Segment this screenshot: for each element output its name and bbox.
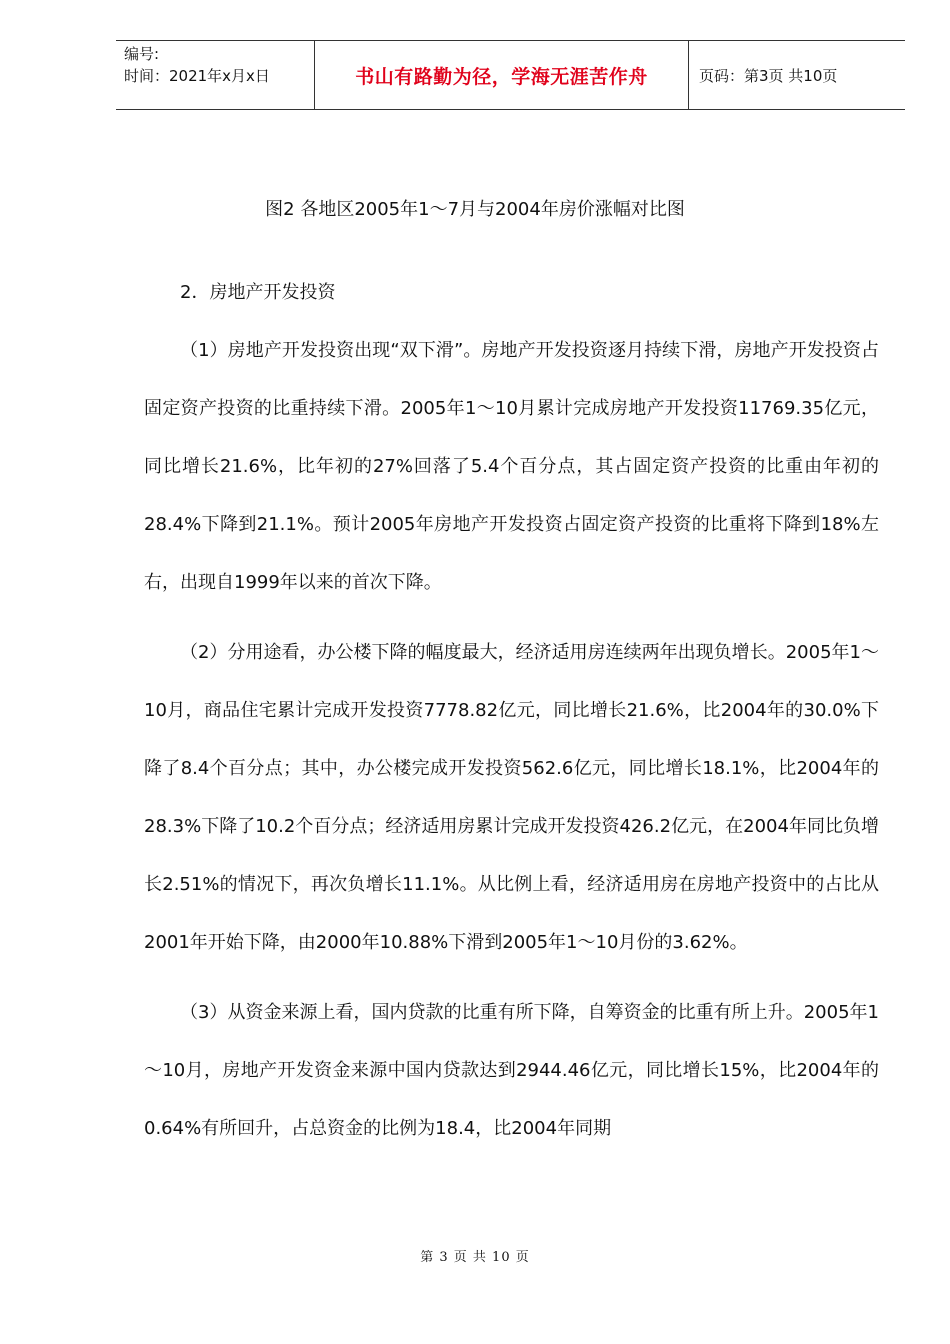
paragraph-3: （3）从资金来源上看，国内贷款的比重有所下降，自筹资金的比重有所上升。2005年1～10月，房地产开发资金来源中国内贷款达到2944.46亿元，同比增长15%，比2004年的0.64%有所回升，占总资金的比例为18.4，比2004年同期: [144, 1002, 879, 1139]
page-footer: 第 3 页 共 10 页: [420, 1250, 530, 1265]
figure-caption: 图2 各地区2005年1～7月与2004年房价涨幅对比图: [265, 199, 685, 220]
page-header: [116, 40, 905, 110]
header-meta: [116, 41, 315, 109]
header-motto: 书山有路勤为径，学海无涯苦作舟: [315, 41, 689, 109]
document-time-label: 时间：2021年x月x日: [124, 67, 270, 85]
paragraph-1: （1）房地产开发投资出现“双下滑”。房地产开发投资逐月持续下滑，房地产开发投资占固定资产投资的比重持续下滑。2005年1～10月累计完成房地产开发投资11769.35亿元，同比增长21.6%，比年初的27%回落了5.4个百分点，其占固定资产投资的比重由年初的28.4%下降到21.1%。预计2005年房地产开发投资占固定资产投资的比重将下降到18%左右，出现自1999年以来的首次下降。: [144, 340, 879, 593]
paragraph-2: （2）分用途看，办公楼下降的幅度最大，经济适用房连续两年出现负增长。2005年1～10月，商品住宅累计完成开发投资7778.82亿元，同比增长21.6%，比2004年的30.0%下降了8.4个百分点；其中，办公楼完成开发投资562.6亿元，同比增长18.1%，比2004年的28.3%下降了10.2个百分点；经济适用房累计完成开发投资426.2亿元，在2004年同比负增长2.51%的情况下，再次负增长11.1%。从比例上看，经济适用房在房地产投资中的占比从2001年开始下降，由2000年10.88%下滑到2005年1～10月份的3.62%。: [144, 642, 879, 953]
document-number-label: 编号:: [124, 45, 160, 63]
header-page-indicator: 页码：第3页 共10页: [699, 66, 838, 85]
section-title: 2．房地产开发投资: [180, 282, 336, 303]
document-body: [144, 264, 879, 1158]
